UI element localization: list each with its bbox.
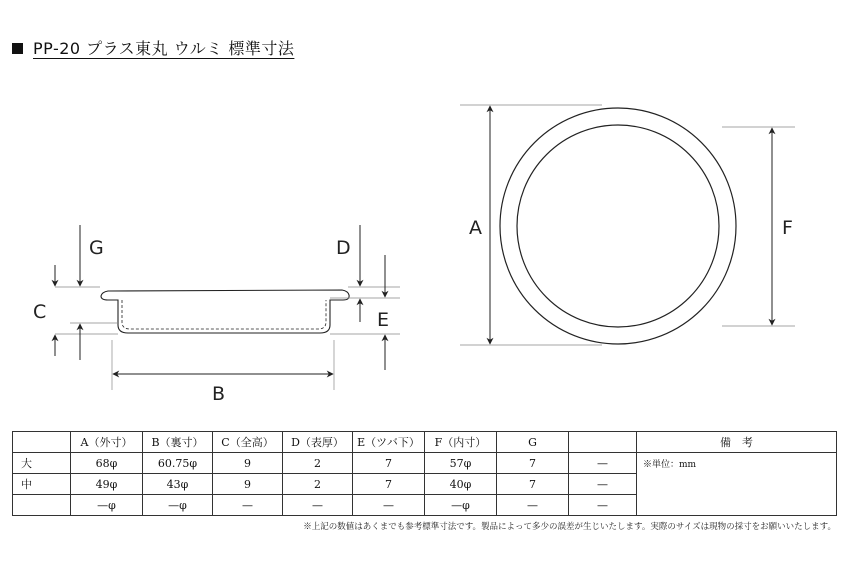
footnote: ※上記の数値はあくまでも参考標準寸法です。製品によって多少の誤差が生じいたします。実際のサイズは現物の採寸をお願いいたします。 [303, 522, 836, 532]
size-cell [13, 495, 71, 516]
label-a: A [469, 217, 482, 239]
top-view [500, 108, 736, 344]
table-cell: 49φ [71, 474, 143, 495]
header-cell: D（表厚） [283, 432, 353, 453]
table-cell: 7 [353, 474, 425, 495]
table-cell: — [569, 453, 637, 474]
table-row [13, 453, 837, 474]
table-cell: —φ [425, 495, 497, 516]
table-cell: 2 [283, 453, 353, 474]
header-cell [569, 432, 637, 453]
table-cell: — [283, 495, 353, 516]
top-dimension-arrows [490, 106, 772, 344]
page-title-text: PP-20 プラス東丸 ウルミ 標準寸法 [33, 39, 295, 58]
label-f: F [782, 217, 793, 239]
spec-table [12, 431, 837, 516]
side-profile [101, 290, 349, 333]
table-cell: 40φ [425, 474, 497, 495]
table-header-row [13, 432, 837, 453]
header-cell: E（ツバ下） [353, 432, 425, 453]
table-cell: 57φ [425, 453, 497, 474]
label-g: G [89, 237, 104, 259]
header-cell: F（内寸） [425, 432, 497, 453]
header-cell: G [497, 432, 569, 453]
table-cell: — [213, 495, 283, 516]
table-cell: 68φ [71, 453, 143, 474]
header-cell: A（外寸） [71, 432, 143, 453]
table-cell: 2 [283, 474, 353, 495]
table-cell: — [497, 495, 569, 516]
inner-ring [517, 125, 719, 327]
table-cell: — [569, 474, 637, 495]
header-cell: 備 考 [637, 432, 837, 453]
header-cell [13, 432, 71, 453]
label-e: E [377, 309, 390, 331]
label-d: D [336, 237, 351, 259]
table-cell: 9 [213, 474, 283, 495]
table-cell: 60.75φ [143, 453, 213, 474]
remark-cell: ※単位：mm [637, 453, 837, 516]
label-b: B [212, 383, 226, 405]
table-cell: — [569, 495, 637, 516]
size-cell: 中 [13, 474, 71, 495]
table-cell: 7 [497, 474, 569, 495]
top-extension-lines [460, 105, 795, 345]
table-cell: 9 [213, 453, 283, 474]
header-cell: C（全高） [213, 432, 283, 453]
side-extension-lines [55, 287, 400, 390]
outer-ring [500, 108, 736, 344]
label-c: C [33, 301, 47, 323]
table-cell: 43φ [143, 474, 213, 495]
table-cell: — [353, 495, 425, 516]
table-cell: —φ [71, 495, 143, 516]
table-cell: —φ [143, 495, 213, 516]
size-cell: 大 [13, 453, 71, 474]
table-cell: 7 [497, 453, 569, 474]
header-cell: B（裏寸） [143, 432, 213, 453]
table-cell: 7 [353, 453, 425, 474]
